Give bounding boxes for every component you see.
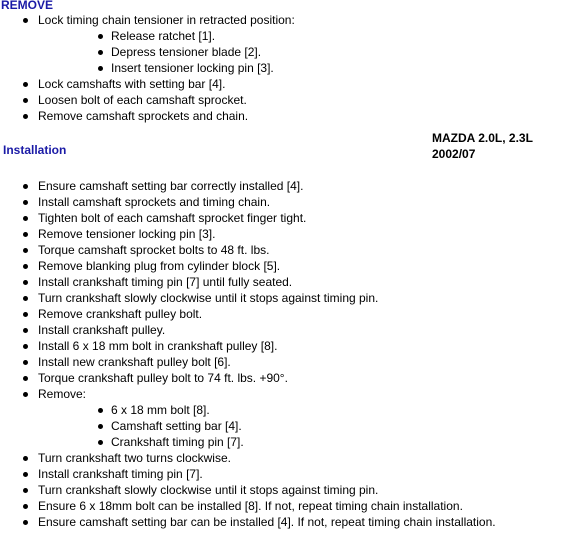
remove-step-text: Loosen bolt of each camshaft sprocket. bbox=[38, 93, 247, 107]
installation-step bbox=[0, 450, 496, 466]
installation-step-text: Install crankshaft timing pin [7]. bbox=[38, 467, 203, 481]
installation-substep: 6 x 18 mm bolt [8]. bbox=[38, 402, 458, 418]
remove-substep: Release ratchet [1]. bbox=[38, 28, 274, 44]
installation-step bbox=[0, 514, 496, 530]
installation-step bbox=[0, 210, 496, 226]
remove-step-text: Remove camshaft sprockets and chain. bbox=[38, 109, 249, 123]
remove-step-text: Lock camshafts with setting bar [4]. bbox=[38, 77, 226, 91]
installation-step-text: Install crankshaft timing pin [7] until fully seated. bbox=[38, 275, 293, 289]
installation-step bbox=[0, 482, 496, 498]
installation-step bbox=[0, 354, 496, 370]
installation-step-text: Install new crankshaft pulley bolt [6]. bbox=[38, 355, 231, 369]
remove-steps-list bbox=[0, 12, 312, 124]
installation-step-text: Ensure camshaft setting bar correctly installed [4]. bbox=[38, 179, 304, 193]
installation-step-text: Turn crankshaft slowly clockwise until it stops against timing pin. bbox=[38, 291, 379, 305]
installation-step-text: Install 6 x 18 mm bolt in crankshaft pulley [8]. bbox=[38, 339, 278, 353]
document-reference bbox=[432, 130, 533, 162]
installation-step bbox=[0, 370, 496, 386]
installation-step bbox=[0, 242, 496, 258]
remove-substeps-list bbox=[38, 28, 274, 76]
installation-step-text: Remove tensioner locking pin [3]. bbox=[38, 227, 216, 241]
remove-substep: Depress tensioner blade [2]. bbox=[38, 44, 274, 60]
installation-step-text: Ensure camshaft setting bar can be installed [4]. If not, repeat timing chain installation. bbox=[38, 515, 496, 529]
remove-step bbox=[0, 76, 312, 92]
installation-substep: Crankshaft timing pin [7]. bbox=[38, 434, 458, 450]
installation-step-text: Remove: bbox=[38, 387, 87, 401]
installation-step-text: Torque camshaft sprocket bolts to 48 ft. lbs. bbox=[38, 243, 270, 257]
remove-heading: REMOVE bbox=[1, 0, 54, 12]
remove-step bbox=[0, 12, 312, 76]
installation-heading: Installation bbox=[3, 143, 67, 157]
installation-step bbox=[0, 306, 496, 322]
installation-step bbox=[0, 322, 496, 338]
installation-step-text: Remove blanking plug from cylinder block [5]. bbox=[38, 259, 281, 273]
installation-step-text: Ensure 6 x 18mm bolt can be installed [8]. If not, repeat timing chain installation. bbox=[38, 499, 463, 513]
installation-step bbox=[0, 498, 496, 514]
installation-step bbox=[0, 178, 496, 194]
installation-step-text: Remove crankshaft pulley bolt. bbox=[38, 307, 203, 321]
installation-substep: Camshaft setting bar [4]. bbox=[38, 418, 458, 434]
installation-steps-list bbox=[0, 178, 496, 530]
installation-step-text: Torque crankshaft pulley bolt to 74 ft. lbs. +90°. bbox=[38, 371, 288, 385]
installation-step-text: Turn crankshaft slowly clockwise until it stops against timing pin. bbox=[38, 483, 379, 497]
remove-step-text: Lock timing chain tensioner in retracted position: bbox=[38, 13, 295, 27]
installation-step bbox=[0, 274, 496, 290]
installation-step-text: Install camshaft sprockets and timing chain. bbox=[38, 195, 271, 209]
installation-step bbox=[0, 258, 496, 274]
installation-step bbox=[0, 386, 496, 450]
installation-step-text: Turn crankshaft two turns clockwise. bbox=[38, 451, 231, 465]
installation-step-text: Tighten bolt of each camshaft sprocket finger tight. bbox=[38, 211, 307, 225]
installation-step bbox=[0, 226, 496, 242]
remove-step bbox=[0, 108, 312, 124]
installation-step bbox=[0, 338, 496, 354]
installation-step bbox=[0, 194, 496, 210]
installation-step bbox=[0, 466, 496, 482]
remove-step bbox=[0, 92, 312, 108]
vehicle-model: MAZDA 2.0L, 2.3L bbox=[432, 131, 533, 145]
installation-step-text: Install crankshaft pulley. bbox=[38, 323, 166, 337]
remove-substep: Insert tensioner locking pin [3]. bbox=[38, 60, 274, 76]
document-date: 2002/07 bbox=[432, 147, 476, 161]
installation-substeps-list bbox=[38, 402, 458, 450]
installation-step bbox=[0, 290, 496, 306]
